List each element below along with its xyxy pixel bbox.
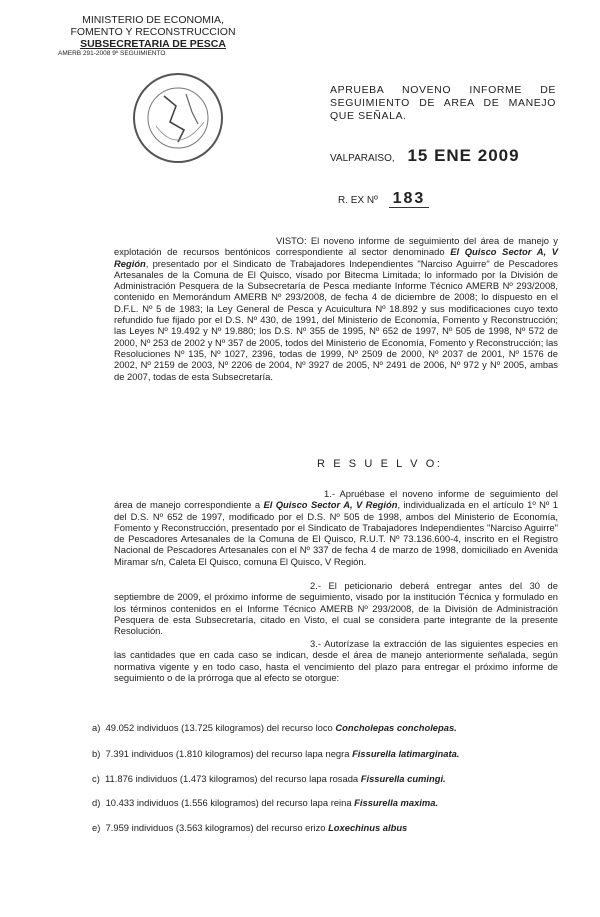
item-species: Concholepas concholepas. xyxy=(335,722,457,733)
visto-intro: VISTO: El noveno informe de seguimiento del área de manejo y explotación de recursos bentónicos correspondiente al sector denominado xyxy=(114,235,558,258)
item-species: Fissurella cumingi. xyxy=(360,773,446,784)
document-subject: APRUEBA NOVENO INFORME DE SEGUIMIENTO DE AREA DE MANEJO QUE SEÑALA. xyxy=(330,84,556,122)
article-3: 3.- Autorízase la extracción de las siguientes especies en las cantidades que en cada caso se indican, desde el área de manejo anteriormente señalada, según normativa vigente y en todo caso, hasta el vencimiento del plazo para entregar el próximo informe de seguimiento o de la prórroga que al efecto se otorgue: xyxy=(114,638,558,683)
date-line xyxy=(330,146,520,166)
ministry-header xyxy=(58,14,248,58)
extraction-item-d xyxy=(92,797,562,808)
date-place: VALPARAISO, xyxy=(330,153,395,164)
article-1-sector: El Quisco Sector A, V Región xyxy=(263,499,398,511)
resolution-number-line xyxy=(338,190,429,208)
item-letter: e) xyxy=(92,822,101,833)
item-text: 49.052 individuos (13.725 kilogramos) del recurso loco xyxy=(105,722,336,733)
item-species: Fissurella latimarginata. xyxy=(352,748,460,759)
resuelvo-heading: R E S U E L V O: xyxy=(317,458,443,470)
resolution-label: R. EX Nº xyxy=(338,195,378,206)
item-letter: c) xyxy=(92,773,100,784)
item-species: Fissurella maxima. xyxy=(354,797,439,808)
article-2: 2.- El peticionario deberá entregar antes del 30 de septiembre de 2009, el próximo informe de seguimiento, visado por la institución Técnica y formulado en los términos contenidos en el Informe Técnico AMERB Nº 293/2008, de la División de Administración Pesquera de esta Subsecretaría, citado en Visto, el cual se considera parte integrante de la presente Resolución. xyxy=(114,580,558,637)
item-letter: d) xyxy=(92,797,101,808)
item-letter: a) xyxy=(92,722,101,733)
header-reference: AMERB 291-2008 9º SEGUIMIENTO xyxy=(58,50,166,57)
date-stamp: 15 ENE 2009 xyxy=(407,146,520,165)
article-1 xyxy=(114,488,558,567)
extraction-item-e xyxy=(92,822,562,833)
extraction-item-b xyxy=(92,748,562,759)
item-letter: b) xyxy=(92,748,101,759)
article-1-rest: , individualizada en el artículo 1º Nº 1 del D.S. Nº 652 de 1997, modificado por el D.S. Nº 505 de 1998, ambos del Ministerio de Economía, Fomento y Reconstrucción, presentado por el Sindicato de Trabajadores Independientes "Narciso Aguirre" de Pescadores Artesanales de la Comuna de El Quisco, R.U.T. Nº 73.136.600-4, inscrito en el Registro Nacional de Pescadores Artesanales con el Nº 337 de fecha 4 de marzo de 1998, domiciliado en Avenida Miramar s/n, Caleta El Quisco, comuna El Quisco, V Región. xyxy=(114,499,558,567)
resolution-number: 183 xyxy=(389,190,430,208)
visto-sector: El Quisco Sector A, V Región xyxy=(114,246,558,269)
item-text: 7.959 individuos (3.563 kilogramos) del recurso erizo xyxy=(105,822,329,833)
header-line-3: SUBSECRETARIA DE PESCA xyxy=(80,38,226,50)
header-line-1: MINISTERIO DE ECONOMIA, xyxy=(82,14,224,26)
item-species: Loxechinus albus xyxy=(328,822,408,833)
official-seal-icon xyxy=(126,66,230,170)
item-text: 11.876 individuos (1.473 kilogramos) del recurso lapa rosada xyxy=(105,773,361,784)
extraction-item-c xyxy=(92,773,562,784)
visto-rest: , presentado por el Sindicato de Trabajadores Independientes "Narciso Aguirre" de Pescadores Artesanales de la Comuna de El Quisco, visado por Bitecma Limitada; lo informado por la División de Administración Pesquera de la Subsecretaría de Pesca mediante Informe Técnico AMERB Nº 293/2008, contenido en Memorándum AMERB Nº 293/2008, de fecha 4 de diciembre de 2008; lo dispuesto en el D.F.L. Nº 5 de 1983; la Ley General de Pesca y Acuicultura Nº 18.892 y sus modificaciones cuyo texto refundido fue fijado por el D.S. Nº 430, de 1991, del Ministerio de Economía, Fomento y Reconstrucción; las Leyes Nº 19.492 y Nº 19.880; los D.S. Nº 355 de 1995, Nº 652 de 1997, Nº 505 de 1998, Nº 572 de 2000, Nº 253 de 2002 y Nº 357 de 2005, todos del Ministerio de Economía, Fomento y Reconstrucción; las Resoluciones Nº 135, Nº 1027, 2396, todas de 1999, Nº 2509 de 2000, Nº 2037 de 2001, Nº 1576 de 2002, Nº 2159 de 2003, Nº 2206 de 2004, Nº 3927 de 2005, Nº 2491 de 2006, Nº 972 y Nº 2005, ambas de 2007, todas de esta Subsecretaría. xyxy=(114,257,558,382)
visto-paragraph xyxy=(114,235,558,382)
extraction-item-a xyxy=(92,722,562,733)
article-1-intro: 1.- Apruébase el noveno informe de seguimiento del área de manejo correspondiente a xyxy=(114,488,558,511)
header-line-2: FOMENTO Y RECONSTRUCCION xyxy=(70,26,236,38)
item-text: 10.433 individuos (1.556 kilogramos) del recurso lapa reina xyxy=(105,797,355,808)
item-text: 7.391 individuos (1.810 kilogramos) del recurso lapa negra xyxy=(105,748,353,759)
